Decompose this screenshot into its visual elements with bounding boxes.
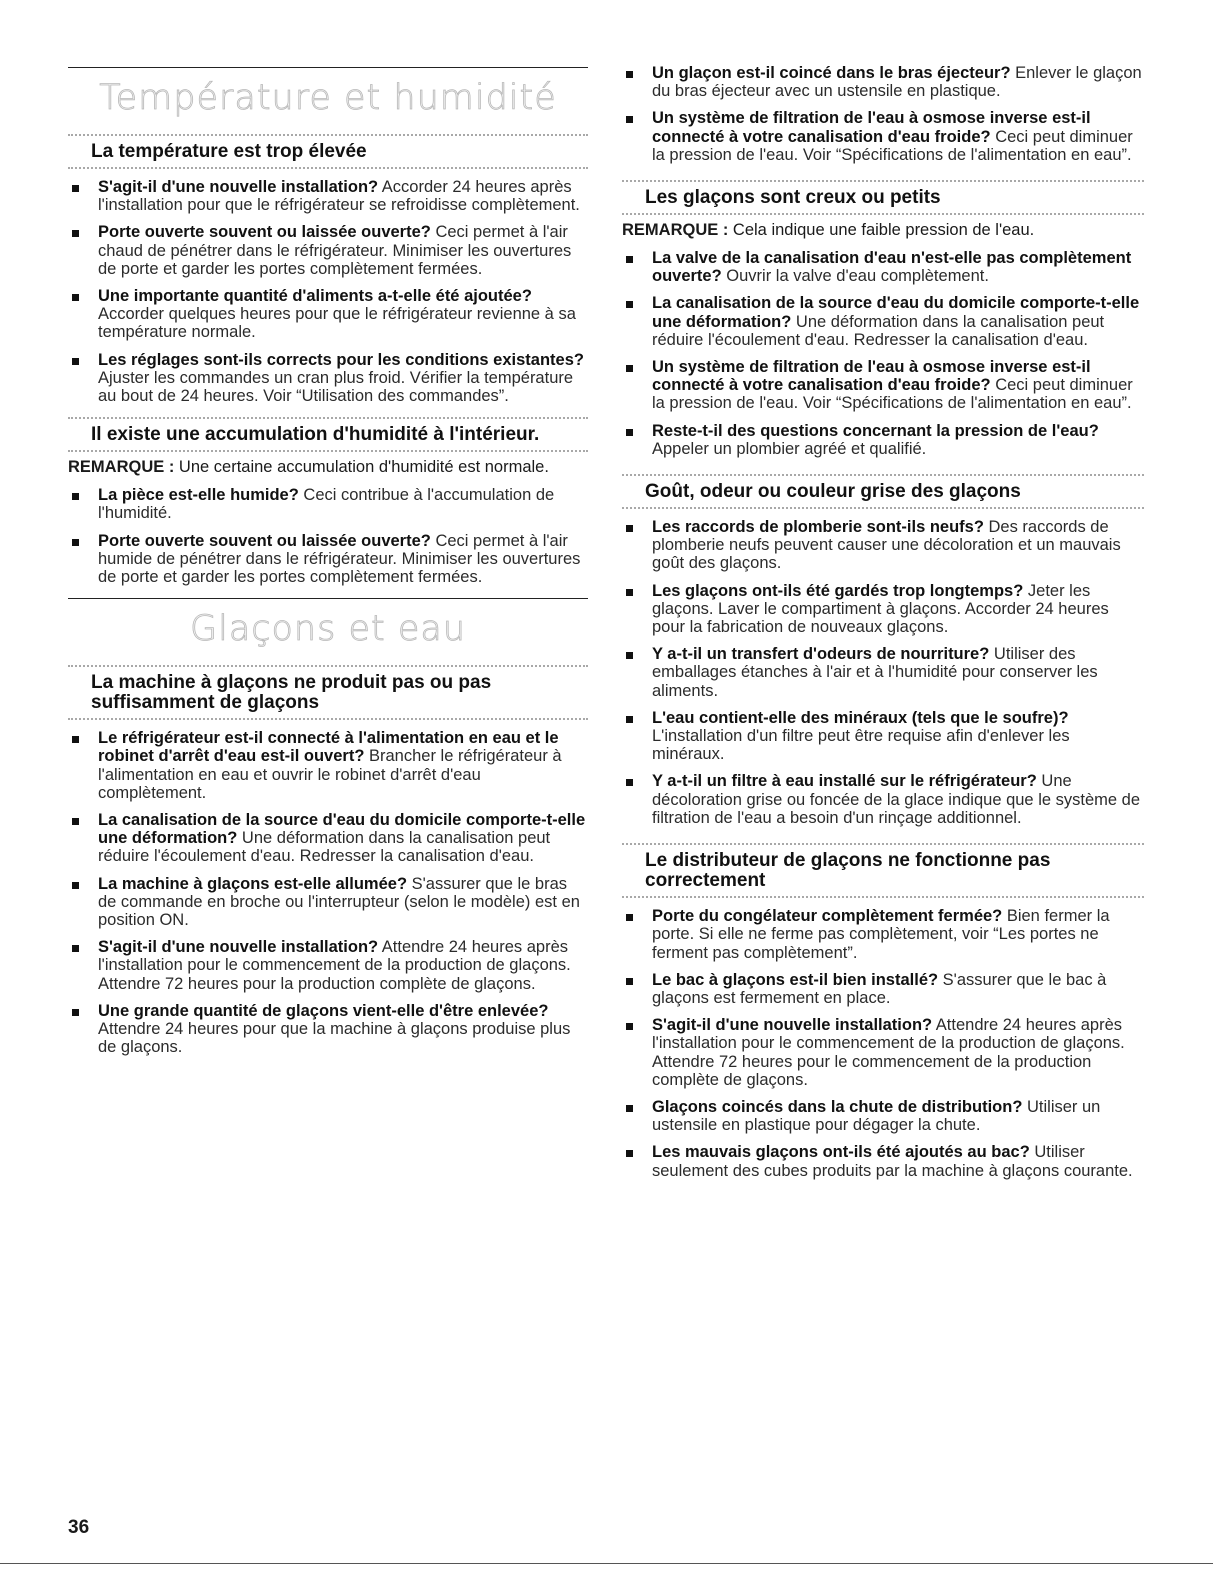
answer-text: Des raccords de plomberie neufs peuvent causer une décoloration et un mauvais goût des glaçons. [652,518,1121,573]
answer-text: Utiliser seulement des cubes produits par la machine à glaçons courante. [652,1143,1133,1180]
list-item [622,582,1144,637]
question-text: Le bac à glaçons est-il bien installé? [652,970,939,989]
list-item [622,422,1144,458]
answer-text: Ceci contribue à l'accumulation de l'humidité. [98,486,555,523]
list-item [622,772,1144,827]
section-title-temperature: Température et humidité [99,78,557,118]
question-text: La machine à glaçons est-elle allumée? [98,874,408,893]
humidity-list [68,486,588,586]
answer-text: Une déformation dans la canalisation peut réduire l'écoulement d'eau. Redresser la canalisation d'eau. [652,312,1105,349]
answer-text: S'assurer que le bac à glaçons est fermement en place. [652,970,1107,1007]
list-item [622,1143,1144,1179]
list-item [622,358,1144,413]
answer-text: Attendre 24 heures après l'installation pour le commencement de la production de glaçons. Attendre 72 heures pour la production complète de glaçons. [98,938,571,993]
question-text: Glaçons coincés dans la chute de distribution? [652,1097,1023,1116]
list-item [622,294,1144,349]
question-text: S'agit-il d'une nouvelle installation? [98,938,379,957]
list-item [622,249,1144,285]
section-rule [68,598,588,599]
answer-text: Brancher le réfrigérateur à l'alimentation en eau et ouvrir le robinet d'arrêt d'eau complètement. [98,747,562,802]
dotted-rule [68,167,588,169]
left-column [68,0,588,1057]
answer-text: Jeter les glaçons. Laver le compartiment à glaçons. Accorder 24 heures pour la fabrication de nouveaux glaçons. [652,581,1109,637]
answer-text: Ouvrir la valve d'eau complètement. [721,267,989,286]
list-item [622,518,1144,573]
list-item [622,907,1144,962]
answer-text: Accorder quelques heures pour que le réfrigérateur revienne à sa température normale. [98,305,576,342]
question-text: Porte ouverte souvent ou laissée ouverte? [98,531,431,550]
question-text: Les réglages sont-ils corrects pour les conditions existantes? [98,350,584,369]
list-item [68,287,588,342]
question-text: Les raccords de plomberie sont-ils neufs? [652,518,984,537]
list-item [68,486,588,522]
list-item [68,532,588,587]
question-text: La valve de la canalisation d'eau n'est-elle pas complètement ouverte? [652,249,1132,286]
list-item [68,938,588,993]
question-text: Porte ouverte souvent ou laissée ouverte? [98,223,431,242]
answer-text: Utiliser un ustensile en plastique pour dégager la chute. [652,1097,1101,1135]
note-text: Cela indique une faible pression de l'eau. [728,221,1035,240]
bottom-rule [0,1563,1213,1564]
dotted-rule [622,507,1144,509]
answer-text: Ceci permet à l'air chaud de pénétrer dans le réfrigérateur. Minimiser les ouvertures de porte et garder les portes complètement fermées. [98,223,572,278]
list-item [68,811,588,866]
question-text: Une grande quantité de glaçons vient-elle d'être enlevée? [98,1001,549,1020]
hollow-note [622,215,1144,240]
subsection-title-hollow: Les glaçons sont creux ou petits [645,187,941,209]
taste-list [622,518,1144,827]
answer-text: S'assurer que le bras de commande en broche ou l'interrupteur (selon le modèle) est en position ON. [98,874,580,930]
list-item [68,729,588,802]
section-rule [68,67,588,68]
question-text: Un système de filtration de l'eau à osmose inverse est-il connecté à votre canalisation d'eau froide? [652,109,1091,146]
question-text: La canalisation de la source d'eau du domicile comporte-t-elle une déformation? [98,811,586,848]
list-item [68,1002,588,1057]
list-item [68,223,588,278]
answer-text: Accorder 24 heures après l'installation pour que le réfrigérateur se refroidisse complètement. [98,178,580,215]
answer-text: L'installation d'un filtre peut être requise afin d'enlever les minéraux. [652,727,1070,764]
right-column [622,0,1144,1180]
question-text: Un glaçon est-il coincé dans le bras éjecteur? [652,64,1011,82]
question-text: L'eau contient-elle des minéraux (tels que le soufre)? [652,708,1069,727]
humidity-note [68,452,588,477]
ice-ejector-list [622,64,1144,164]
question-text: Les glaçons ont-ils été gardés trop longtemps? [652,581,1024,600]
answer-text: Utiliser des emballages étanches à l'air et à l'humidité pour conserver les aliments. [652,645,1098,700]
answer-text: Attendre 24 heures après l'installation pour le commencement de la production de glaçons. Attendre 72 heures pour le commencement de la production complète de glaçons. [652,1016,1125,1089]
question-text: Reste-t-il des questions concernant la pression de l'eau? [652,421,1099,440]
subsection-title-humidity: Il existe une accumulation d'humidité à l'intérieur. [91,424,540,446]
subsection-title-high-temp: La température est trop élevée [91,141,367,162]
note-label: REMARQUE : [622,221,729,240]
answer-text: Une décoloration grise ou foncée de la glace indique que le système de filtration de l'eau a besoin d'un rinçage additionnel. [652,772,1140,827]
answer-text: Bien fermer la porte. Si elle ne ferme pas complètement, voir “Les portes ne ferment pas complètement”. [652,907,1110,962]
list-item [622,645,1144,700]
answer-text: Appeler un plombier agréé et qualifié. [652,439,927,458]
question-text: Le réfrigérateur est-il connecté à l'alimentation en eau et le robinet d'arrêt d'eau est-il ouvert? [98,729,559,766]
dotted-rule [622,896,1144,898]
answer-text: Ceci peut diminuer la pression de l'eau. Voir “Spécifications de l'alimentation en eau”. [652,127,1133,164]
question-text: S'agit-il d'une nouvelle installation? [98,178,379,196]
question-text: Y a-t-il un filtre à eau installé sur le réfrigérateur? [652,772,1037,791]
subsection-title-taste: Goût, odeur ou couleur grise des glaçons [645,481,1021,503]
answer-text: Attendre 24 heures pour que la machine à glaçons produise plus de glaçons. [98,1020,571,1057]
list-item [622,1016,1144,1089]
question-text: Un système de filtration de l'eau à osmose inverse est-il connecté à votre canalisation d'eau froide? [652,358,1091,395]
list-item [68,351,588,406]
question-text: Y a-t-il un transfert d'odeurs de nourriture? [652,645,990,664]
answer-text: Enlever le glaçon du bras éjecteur avec un ustensile en plastique. [652,64,1142,101]
high-temp-list [68,178,588,405]
hollow-list [622,249,1144,458]
no-ice-list [68,729,588,1056]
question-text: Une importante quantité d'aliments a-t-elle été ajoutée? [98,287,532,306]
answer-text: Une déformation dans la canalisation peut réduire l'écoulement d'eau. Redresser la canalisation d'eau. [98,829,551,866]
subsection-title-dispenser: Le distributeur de glaçons ne fonctionne pas correctement [645,850,1051,892]
answer-text: Ceci permet à l'air humide de pénétrer dans le réfrigérateur. Minimiser les ouvertures de porte et garder les portes complètement fermées. [98,531,581,587]
question-text: La pièce est-elle humide? [98,486,299,505]
list-item [622,1098,1144,1134]
note-text: Une certaine accumulation d'humidité est normale. [174,458,549,477]
list-item [622,64,1144,100]
list-item [622,971,1144,1007]
list-item [68,875,588,930]
question-text: Porte du congélateur complètement fermée? [652,907,1003,926]
subsection-title-no-ice: La machine à glaçons ne produit pas ou pas suffisamment de glaçons [91,672,492,714]
list-item [622,109,1144,164]
dotted-rule [68,718,588,720]
page-number: 36 [68,1517,90,1538]
answer-text: Ceci peut diminuer la pression de l'eau. Voir “Spécifications de l'alimentation en eau”. [652,376,1133,413]
section-title-ice: Glaçons et eau [189,609,467,650]
list-item [68,178,588,214]
note-label: REMARQUE : [68,458,175,477]
question-text: Les mauvais glaçons ont-ils été ajoutés au bac? [652,1143,1030,1162]
dispenser-list [622,907,1144,1180]
question-text: La canalisation de la source d'eau du domicile comporte-t-elle une déformation? [652,294,1140,331]
list-item [622,709,1144,764]
answer-text: Ajuster les commandes un cran plus froid. Vérifier la température au bout de 24 heures. Voir “Utilisation des commandes”. [98,368,574,406]
question-text: S'agit-il d'une nouvelle installation? [652,1016,933,1035]
